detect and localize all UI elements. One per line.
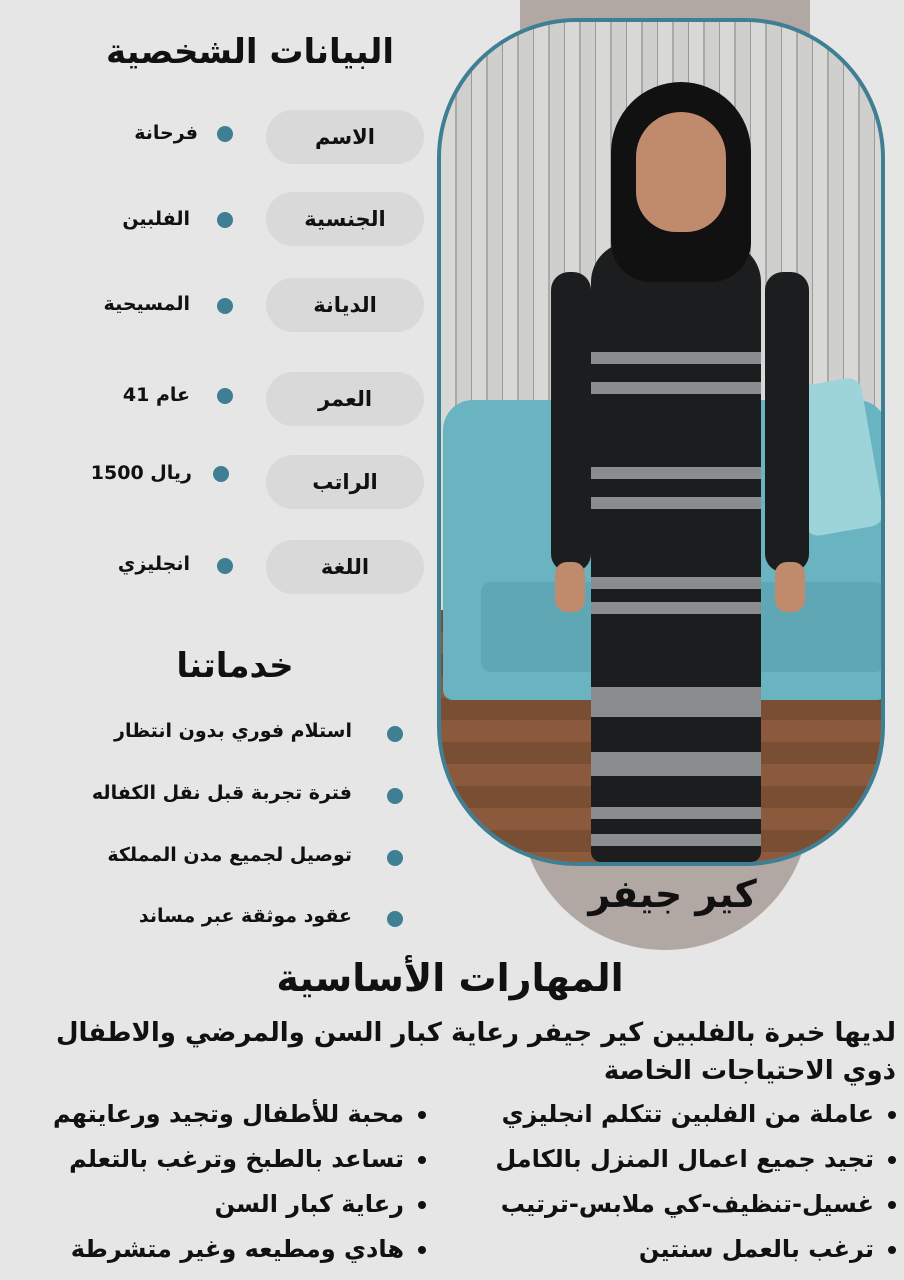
skill-item: هادي ومطيعه وغير متشرطة <box>71 1235 426 1263</box>
bullet-icon <box>387 788 403 804</box>
value-nationality: الفلبين <box>122 208 190 230</box>
worker-photo <box>437 18 885 866</box>
service-item: استلام فوري بدون انتظار <box>114 720 352 742</box>
skill-item: عاملة من الفلبين تتكلم انجليزي <box>502 1100 896 1128</box>
label-language: اللغة <box>266 540 424 594</box>
bullet-icon <box>888 1201 896 1209</box>
skill-item: رعاية كبار السن <box>215 1190 426 1218</box>
bullet-icon <box>418 1111 426 1119</box>
bullet-icon <box>217 212 233 228</box>
label-salary: الراتب <box>266 455 424 509</box>
bullet-icon <box>418 1156 426 1164</box>
value-language: انجليزي <box>117 553 190 575</box>
bullet-icon <box>888 1111 896 1119</box>
bullet-icon <box>418 1201 426 1209</box>
label-age: العمر <box>266 372 424 426</box>
bullet-icon <box>888 1246 896 1254</box>
service-item: توصيل لجميع مدن المملكة <box>107 844 352 866</box>
worker-figure <box>591 82 761 862</box>
bullet-icon <box>217 126 233 142</box>
value-name: فرحانة <box>134 122 198 144</box>
bullet-icon <box>418 1246 426 1254</box>
value-age: 41 عام <box>122 384 190 406</box>
services-title: خدماتنا <box>176 646 294 686</box>
bullet-icon <box>217 388 233 404</box>
bullet-icon <box>213 466 229 482</box>
label-nationality: الجنسية <box>266 192 424 246</box>
skills-title: المهارات الأساسية <box>276 956 624 1000</box>
skills-paragraph: لديها خبرة بالفلبين كير جيفر رعاية كبار السن والمرضي والاطفال ذوي الاحتياجات الخاصة <box>55 1018 896 1086</box>
skill-item: تجيد جميع اعمال المنزل بالكامل <box>495 1145 896 1173</box>
label-name: الاسم <box>266 110 424 164</box>
service-item: عقود موثقة عبر مساند <box>138 905 352 927</box>
value-religion: المسيحية <box>103 293 190 315</box>
skill-item: تساعد بالطبخ وترغب بالتعلم <box>69 1145 426 1173</box>
label-religion: الديانة <box>266 278 424 332</box>
worker-name: كير جيفر <box>588 872 757 916</box>
personal-data-title: البيانات الشخصية <box>105 32 394 72</box>
bullet-icon <box>217 558 233 574</box>
bullet-icon <box>387 850 403 866</box>
bullet-icon <box>387 726 403 742</box>
bullet-icon <box>217 298 233 314</box>
bullet-icon <box>387 911 403 927</box>
bullet-icon <box>888 1156 896 1164</box>
skill-item: غسيل-تنظيف-كي ملابس-ترتيب <box>501 1190 896 1218</box>
value-salary: 1500 ريال <box>90 462 192 484</box>
service-item: فترة تجربة قبل نقل الكفاله <box>91 782 352 804</box>
skill-item: محبة للأطفال وتجيد ورعايتهم <box>53 1100 426 1128</box>
skill-item: ترغب بالعمل سنتين <box>639 1235 896 1263</box>
